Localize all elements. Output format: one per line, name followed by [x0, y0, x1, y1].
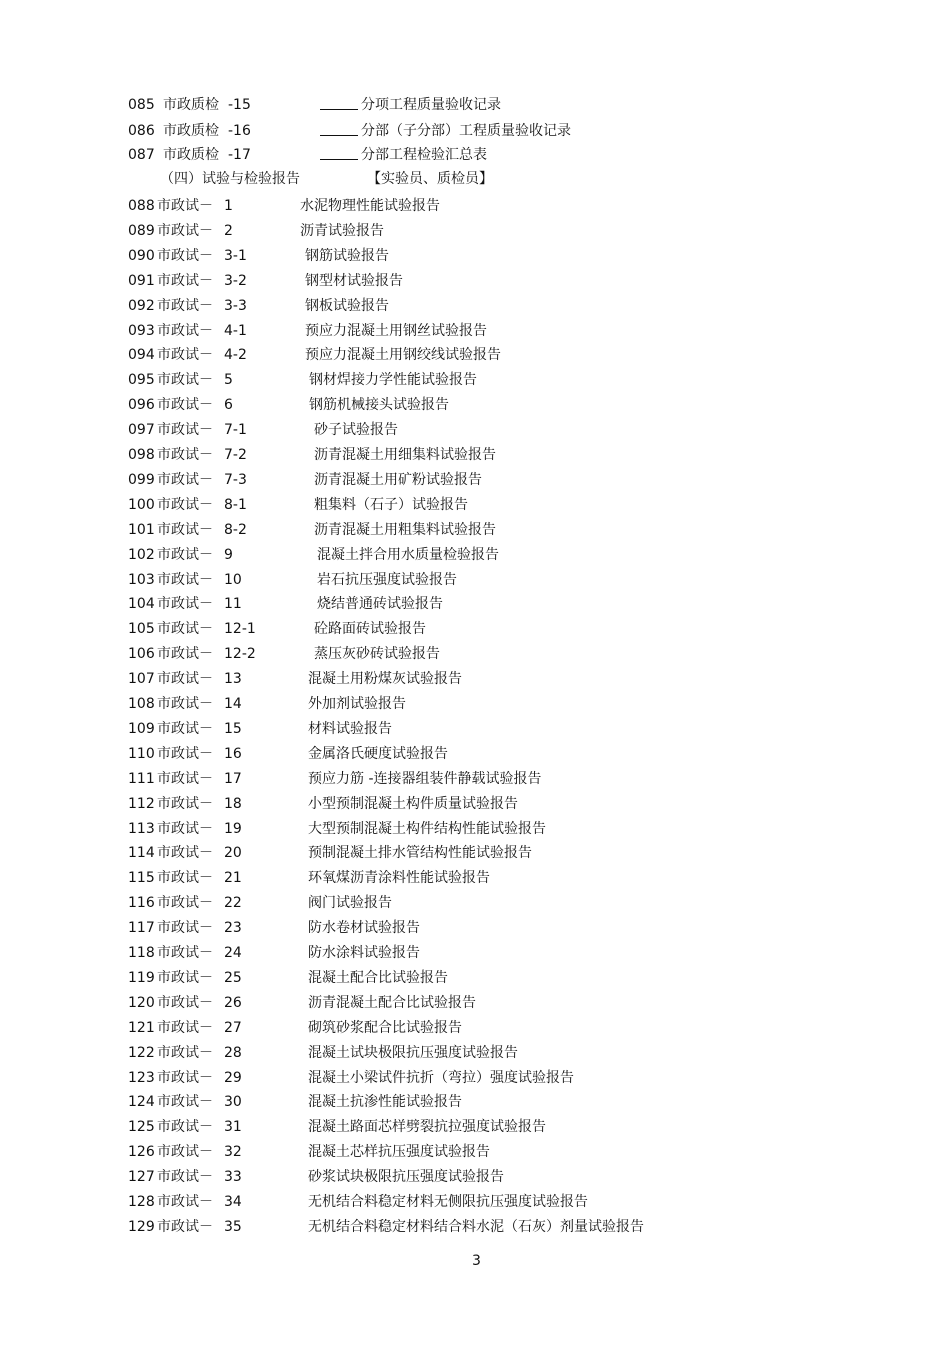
item-section: 27 [224, 1020, 242, 1036]
item-number: 107 [128, 671, 155, 687]
item-number: 087 [128, 147, 155, 163]
item-number: 094 [128, 347, 155, 363]
item-code: 市政试－ [157, 522, 213, 538]
item-title: 防水涂料试验报告 [308, 945, 420, 961]
section-heading-roles: 【实验员、质检员】 [367, 171, 493, 187]
item-title: 沥青混凝土用细集料试验报告 [314, 447, 496, 463]
item-section: 4-1 [224, 323, 247, 339]
item-number: 111 [128, 771, 155, 787]
item-code: 市政试－ [157, 547, 213, 563]
item-number: 086 [128, 123, 155, 139]
item-code: 市政试－ [157, 572, 213, 588]
item-title: 预制混凝土排水管结构性能试验报告 [308, 845, 532, 861]
item-title: 混凝土抗渗性能试验报告 [308, 1094, 462, 1110]
item-code: 市政试－ [157, 198, 213, 214]
item-code: 市政试－ [157, 397, 213, 413]
item-code: 市政试－ [157, 721, 213, 737]
item-title: 无机结合料稳定材料结合料水泥（石灰）剂量试验报告 [308, 1219, 644, 1235]
item-code: 市政质检 [163, 97, 219, 113]
item-code: 市政试－ [157, 1194, 213, 1210]
item-section: 30 [224, 1094, 242, 1110]
item-section: 20 [224, 845, 242, 861]
item-number: 096 [128, 397, 155, 413]
item-title: 砼路面砖试验报告 [314, 621, 426, 637]
item-number: 116 [128, 895, 155, 911]
item-number: 108 [128, 696, 155, 712]
item-title: 环氧煤沥青涂料性能试验报告 [308, 870, 490, 886]
item-section: 13 [224, 671, 242, 687]
item-number: 099 [128, 472, 155, 488]
item-section: 12-2 [224, 646, 256, 662]
item-title: 分项工程质量验收记录 [361, 97, 501, 113]
item-section: 9 [224, 547, 233, 563]
item-number: 123 [128, 1070, 155, 1086]
item-code: 市政试－ [157, 1169, 213, 1185]
item-code: 市政试－ [157, 1094, 213, 1110]
item-section: 7-2 [224, 447, 247, 463]
item-title: 钢筋机械接头试验报告 [309, 397, 449, 413]
item-section: 14 [224, 696, 242, 712]
item-section: -15 [228, 97, 251, 113]
item-section: 7-1 [224, 422, 247, 438]
item-section: 7-3 [224, 472, 247, 488]
item-number: 120 [128, 995, 155, 1011]
item-title: 大型预制混凝土构件结构性能试验报告 [308, 821, 546, 837]
item-section: 25 [224, 970, 242, 986]
item-number: 126 [128, 1144, 155, 1160]
item-title: 砂浆试块极限抗压强度试验报告 [308, 1169, 504, 1185]
item-title: 混凝土路面芯样劈裂抗拉强度试验报告 [308, 1119, 546, 1135]
item-title: 沥青混凝土用粗集料试验报告 [314, 522, 496, 538]
item-number: 124 [128, 1094, 155, 1110]
item-number: 088 [128, 198, 155, 214]
section-heading-label: （四）试验与检验报告 [160, 171, 300, 187]
item-number: 117 [128, 920, 155, 936]
item-number: 112 [128, 796, 155, 812]
item-section: 4-2 [224, 347, 247, 363]
item-number: 110 [128, 746, 155, 762]
item-code: 市政试－ [157, 323, 213, 339]
item-section: 34 [224, 1194, 242, 1210]
item-code: 市政试－ [157, 497, 213, 513]
item-code: 市政试－ [157, 1020, 213, 1036]
item-number: 119 [128, 970, 155, 986]
item-code: 市政试－ [157, 223, 213, 239]
item-number: 122 [128, 1045, 155, 1061]
page-number: 3 [472, 1253, 481, 1269]
item-section: 12-1 [224, 621, 256, 637]
item-code: 市政试－ [157, 1070, 213, 1086]
item-number: 113 [128, 821, 155, 837]
item-code: 市政试－ [157, 771, 213, 787]
item-code: 市政试－ [157, 796, 213, 812]
item-section: 3-1 [224, 248, 247, 264]
item-title: 混凝土拌合用水质量检验报告 [317, 547, 499, 563]
item-number: 127 [128, 1169, 155, 1185]
item-number: 091 [128, 273, 155, 289]
item-number: 125 [128, 1119, 155, 1135]
item-section: -16 [228, 123, 251, 139]
fill-in-blank [320, 121, 358, 136]
fill-in-blank [320, 145, 358, 160]
item-number: 092 [128, 298, 155, 314]
item-code: 市政试－ [157, 995, 213, 1011]
item-title: 混凝土配合比试验报告 [308, 970, 448, 986]
item-section: 32 [224, 1144, 242, 1160]
item-title: 混凝土用粉煤灰试验报告 [308, 671, 462, 687]
item-title: 预应力筋 -连接器组装件静载试验报告 [308, 771, 542, 787]
item-section: 8-2 [224, 522, 247, 538]
item-code: 市政试－ [157, 372, 213, 388]
item-code: 市政试－ [157, 845, 213, 861]
item-code: 市政试－ [157, 746, 213, 762]
item-number: 085 [128, 97, 155, 113]
item-section: 3-3 [224, 298, 247, 314]
item-section: 33 [224, 1169, 242, 1185]
item-section: 15 [224, 721, 242, 737]
item-section: 24 [224, 945, 242, 961]
item-number: 089 [128, 223, 155, 239]
item-title: 烧结普通砖试验报告 [317, 596, 443, 612]
item-title: 钢材焊接力学性能试验报告 [309, 372, 477, 388]
item-title: 岩石抗压强度试验报告 [317, 572, 457, 588]
item-number: 115 [128, 870, 155, 886]
item-title: 沥青试验报告 [300, 223, 384, 239]
item-number: 100 [128, 497, 155, 513]
item-section: 17 [224, 771, 242, 787]
item-section: 18 [224, 796, 242, 812]
item-title: 砂子试验报告 [314, 422, 398, 438]
item-title: 无机结合料稳定材料无侧限抗压强度试验报告 [308, 1194, 588, 1210]
item-section: 31 [224, 1119, 242, 1135]
item-title: 材料试验报告 [308, 721, 392, 737]
item-number: 121 [128, 1020, 155, 1036]
item-title: 混凝土试块极限抗压强度试验报告 [308, 1045, 518, 1061]
item-code: 市政试－ [157, 248, 213, 264]
item-code: 市政试－ [157, 945, 213, 961]
item-code: 市政质检 [163, 123, 219, 139]
item-number: 114 [128, 845, 155, 861]
item-section: 16 [224, 746, 242, 762]
item-title: 分部（子分部）工程质量验收记录 [361, 123, 571, 139]
item-title: 小型预制混凝土构件质量试验报告 [308, 796, 518, 812]
item-section: 23 [224, 920, 242, 936]
item-title: 混凝土芯样抗压强度试验报告 [308, 1144, 490, 1160]
item-title: 分部工程检验汇总表 [361, 147, 487, 163]
item-number: 128 [128, 1194, 155, 1210]
item-number: 105 [128, 621, 155, 637]
item-code: 市政试－ [157, 1219, 213, 1235]
item-section: 6 [224, 397, 233, 413]
item-code: 市政试－ [157, 596, 213, 612]
item-code: 市政试－ [157, 621, 213, 637]
item-code: 市政试－ [157, 347, 213, 363]
item-code: 市政试－ [157, 447, 213, 463]
item-code: 市政试－ [157, 821, 213, 837]
item-code: 市政试－ [157, 696, 213, 712]
item-code: 市政试－ [157, 422, 213, 438]
item-title: 钢筋试验报告 [305, 248, 389, 264]
item-number: 102 [128, 547, 155, 563]
item-title: 钢板试验报告 [305, 298, 389, 314]
item-section: 28 [224, 1045, 242, 1061]
item-title: 蒸压灰砂砖试验报告 [314, 646, 440, 662]
item-code: 市政试－ [157, 1045, 213, 1061]
item-code: 市政试－ [157, 646, 213, 662]
item-title: 钢型材试验报告 [305, 273, 403, 289]
item-title: 预应力混凝土用钢绞线试验报告 [305, 347, 501, 363]
item-title: 金属洛氏硬度试验报告 [308, 746, 448, 762]
item-title: 外加剂试验报告 [308, 696, 406, 712]
item-code: 市政试－ [157, 1144, 213, 1160]
item-number: 101 [128, 522, 155, 538]
section-heading [160, 169, 493, 189]
item-section: 26 [224, 995, 242, 1011]
item-section: 35 [224, 1219, 242, 1235]
item-title: 水泥物理性能试验报告 [300, 198, 440, 214]
item-number: 097 [128, 422, 155, 438]
item-number: 095 [128, 372, 155, 388]
item-title: 砌筑砂浆配合比试验报告 [308, 1020, 462, 1036]
item-code: 市政试－ [157, 920, 213, 936]
item-number: 106 [128, 646, 155, 662]
item-section: 11 [224, 596, 242, 612]
item-section: -17 [228, 147, 251, 163]
item-section: 5 [224, 372, 233, 388]
item-title: 阀门试验报告 [308, 895, 392, 911]
item-title: 预应力混凝土用钢丝试验报告 [305, 323, 487, 339]
item-section: 8-1 [224, 497, 247, 513]
item-code: 市政试－ [157, 895, 213, 911]
item-section: 2 [224, 223, 233, 239]
item-section: 21 [224, 870, 242, 886]
item-code: 市政试－ [157, 1119, 213, 1135]
item-section: 29 [224, 1070, 242, 1086]
item-title: 粗集料（石子）试验报告 [314, 497, 468, 513]
item-code: 市政试－ [157, 671, 213, 687]
item-section: 22 [224, 895, 242, 911]
item-section: 19 [224, 821, 242, 837]
item-number: 103 [128, 572, 155, 588]
item-number: 090 [128, 248, 155, 264]
item-section: 1 [224, 198, 233, 214]
item-title: 混凝土小梁试件抗折（弯拉）强度试验报告 [308, 1070, 574, 1086]
item-number: 118 [128, 945, 155, 961]
item-title: 沥青混凝土用矿粉试验报告 [314, 472, 482, 488]
item-number: 129 [128, 1219, 155, 1235]
item-code: 市政试－ [157, 970, 213, 986]
item-number: 098 [128, 447, 155, 463]
fill-in-blank [320, 95, 358, 110]
item-number: 104 [128, 596, 155, 612]
item-code: 市政试－ [157, 298, 213, 314]
item-number: 093 [128, 323, 155, 339]
item-code: 市政试－ [157, 870, 213, 886]
item-code: 市政质检 [163, 147, 219, 163]
item-section: 10 [224, 572, 242, 588]
item-title: 防水卷材试验报告 [308, 920, 420, 936]
item-number: 109 [128, 721, 155, 737]
item-code: 市政试－ [157, 472, 213, 488]
item-section: 3-2 [224, 273, 247, 289]
item-title: 沥青混凝土配合比试验报告 [308, 995, 476, 1011]
item-code: 市政试－ [157, 273, 213, 289]
